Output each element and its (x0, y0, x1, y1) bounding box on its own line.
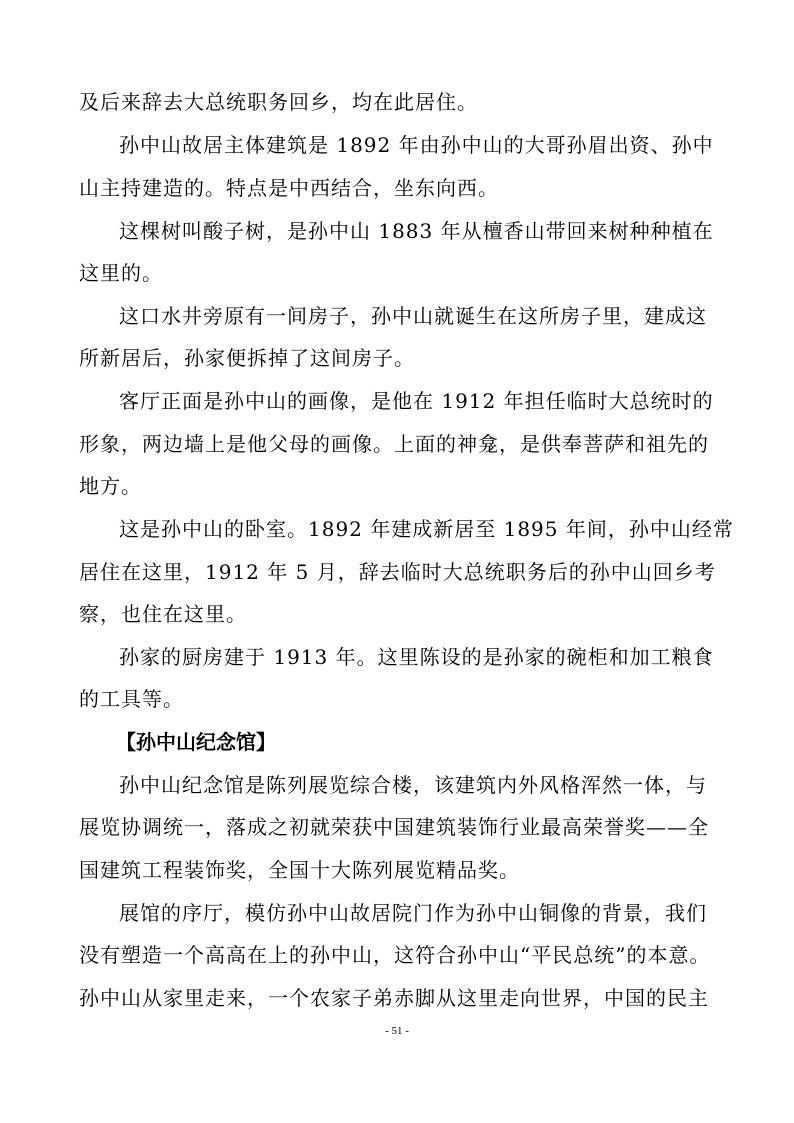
text-line: 客厅正面是孙中山的画像，是他在 1912 年担任临时大总统时的 (119, 389, 714, 413)
text-line: 的工具等。 (79, 687, 184, 711)
text-line: 地方。 (79, 474, 142, 498)
text-line: 居住在这里，1912 年 5 月，辞去临时大总统职务后的孙中山回乡考 (79, 560, 716, 584)
text-line: 这里的。 (79, 261, 163, 285)
text-line: 这口水井旁原有一间房子，孙中山就诞生在这所房子里，建成这 (119, 304, 707, 328)
text-line: 察，也住在这里。 (79, 602, 247, 626)
text-line: 山主持建造的。特点是中西结合，坐东向西。 (79, 176, 499, 200)
text-line: 孙家的厨房建于 1913 年。这里陈设的是孙家的碗柜和加工粮食 (119, 645, 714, 669)
text-line: 这是孙中山的卧室。1892 年建成新居至 1895 年间，孙中山经常 (119, 517, 734, 541)
text-line: 形象，两边墙上是他父母的画像。上面的神龛，是供奉菩萨和祖先的 (79, 432, 709, 456)
text-line: 孙中山从家里走来，一个农家子弟赤脚从这里走向世界，中国的民主 (79, 986, 709, 1010)
text-line: 孙中山故居主体建筑是 1892 年由孙中山的大哥孙眉出资、孙中 (119, 133, 714, 157)
text-line: 展馆的序厅，模仿孙中山故居院门作为孙中山铜像的背景，我们 (119, 901, 707, 925)
text-line: 及后来辞去大总统职务回乡，均在此居住。 (79, 90, 478, 114)
text-line: 孙中山纪念馆是陈列展览综合楼，该建筑内外风格浑然一体，与 (119, 773, 707, 797)
page-number: - 51 - (385, 1025, 409, 1037)
text-line: 所新居后，孙家便拆掉了这间房子。 (79, 346, 415, 370)
text-line: 国建筑工程装饰奖，全国十大陈列展览精品奖。 (79, 858, 520, 882)
text-line: 没有塑造一个高高在上的孙中山，这符合孙中山“平民总统”的本意。 (79, 943, 711, 967)
section-heading: 【孙中山纪念馆】 (116, 730, 276, 754)
text-line: 展览协调统一，落成之初就荣获中国建筑装饰行业最高荣誉奖——全 (79, 815, 709, 839)
text-line: 这棵树叫酸子树，是孙中山 1883 年从檀香山带回来树种种植在 (119, 219, 714, 243)
